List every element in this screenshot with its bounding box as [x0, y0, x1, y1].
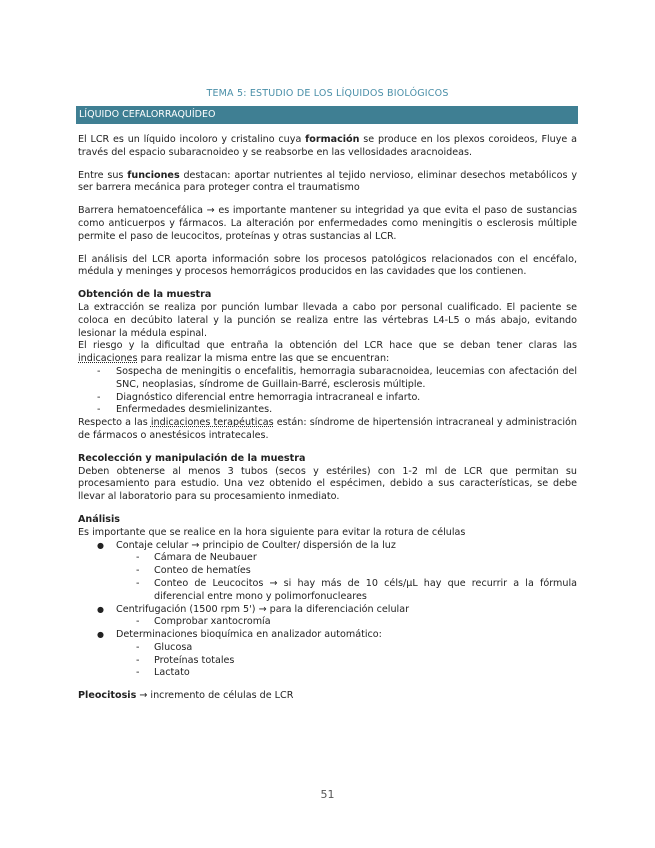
sub-item-text: Lactato: [154, 667, 190, 679]
text: Respecto a las: [78, 417, 151, 429]
sub-list-item: [78, 667, 577, 680]
heading-obtencion: Obtención de la muestra: [78, 289, 212, 301]
heading-analisis: Análisis: [78, 513, 121, 525]
list-item-text: Diagnóstico diferencial entre hemorragia intracraneal e infarto.: [116, 391, 421, 403]
dash-marker: -: [136, 565, 140, 577]
intro-paragraph-4: El análisis del LCR aporta información sobre los procesos patológicos relacionados con el encéfalo, médula y meninges y procesos hemorrágicos producidos en las cavidades que los contienen.: [78, 253, 577, 278]
text: para realizar la misma entre las que se encuentran:: [137, 353, 390, 365]
sub-item-text: Conteo de hematíes: [154, 565, 251, 577]
list-item-text: Centrifugación (1500 rpm 5') → para la diferenciación celular: [116, 603, 410, 615]
sub-list-item: [78, 578, 577, 604]
dash-marker: -: [97, 391, 101, 403]
list-item: [78, 540, 577, 604]
sub-list-item: [78, 552, 577, 565]
sub-item-text: Cámara de Neubauer: [154, 552, 257, 564]
bold-term: formación: [305, 134, 360, 145]
intro-paragraph-3: Barrera hematoencefálica → es importante mantener su integridad ya que evita el paso de sustancias como anticuerpos y fármacos. La alteración por enfermedades como meningitis o esclerosis múltiple permite el paso de leucocitos, proteínas y otras sustancias al LCR.: [78, 205, 577, 242]
text: El riesgo y la dificultad que entraña la obtención del LCR hace que se deban tener claras las: [78, 340, 577, 352]
text: → incremento de células de LCR: [136, 690, 294, 702]
intro-paragraph-2: [78, 170, 577, 196]
obtencion-paragraph-2: [78, 340, 577, 366]
underlined-term: indicaciones: [78, 353, 138, 365]
list-item: [78, 366, 577, 392]
indications-list: [78, 366, 577, 417]
page-number: 51: [320, 788, 335, 801]
analysis-list: [78, 540, 577, 681]
bullet-marker: ●: [97, 630, 104, 640]
text: están: síndrome de hipertensión intracraneal y administración de fármacos o anestésicos intratecales.: [78, 417, 577, 441]
list-item-text: Sospecha de meningitis o encefalitis, hemorragia subaracnoidea, leucemias con afectación del SNC, neoplasias, síndrome de Guillain-Barré, esclerosis múltiple.: [116, 365, 577, 390]
dash-marker: -: [97, 365, 101, 377]
topic-title: TEMA 5: ESTUDIO DE LOS LÍQUIDOS BIOLÓGICOS: [206, 88, 449, 99]
dash-marker: -: [97, 404, 101, 416]
bold-term: Pleocitosis: [78, 690, 137, 702]
heading-recoleccion: Recolección y manipulación de la muestra: [78, 452, 306, 464]
pleocitosis-definition: [78, 690, 577, 703]
obtencion-paragraph-3: [78, 417, 577, 443]
sub-list: [116, 552, 577, 603]
list-item: [78, 404, 577, 417]
sub-item-text: Glucosa: [154, 641, 193, 653]
sub-list-item: [78, 642, 577, 655]
list-item-text: Enfermedades desmielinizantes.: [116, 404, 273, 416]
text: se produce en los plexos coroideos, Fluye a través del espacio subaracnoideo y se reabsorbe en las vellosidades aracnoideas.: [78, 134, 577, 158]
list-item-text: Determinaciones bioquímica en analizador automático:: [116, 629, 382, 641]
list-item-text: Contaje celular → principio de Coulter/ dispersión de la luz: [116, 539, 396, 551]
section-title-bar: LÍQUIDO CEFALORRAQUÍDEO: [76, 106, 578, 124]
obtencion-paragraph-1: La extracción se realiza por punción lumbar llevada a cabo por personal cualificado. El paciente se coloca en decúbito lateral y la punción se realiza entre las vértebras L4-L5 o más abajo, evitando lesionar la médula espinal.: [78, 301, 577, 339]
bullet-marker: ●: [97, 540, 104, 550]
dash-marker: -: [136, 552, 140, 564]
bold-term: funciones: [127, 169, 180, 181]
sub-item-text: Comprobar xantocromía: [154, 616, 271, 628]
bullet-marker: ●: [97, 604, 104, 614]
list-item: [78, 392, 577, 405]
analisis-intro: Es importante que se realice en la hora siguiente para evitar la rotura de células: [78, 526, 466, 538]
text: Entre sus: [78, 169, 128, 181]
page-content: [78, 134, 577, 703]
dash-marker: -: [136, 654, 140, 666]
recoleccion-paragraph: Deben obtenerse al menos 3 tubos (secos y estériles) con 1-2 ml de LCR que permitan su procesamiento para estudio. Una vez obtenido el espécimen, debido a sus características, se debe llevar al laboratorio para su procesamiento inmediato.: [78, 465, 577, 503]
sub-list-item: [78, 565, 577, 578]
intro-paragraph-1: [78, 134, 577, 160]
sub-item-text: Proteínas totales: [154, 654, 235, 666]
sub-item-text: Conteo de Leucocitos → si hay más de 10 céls/μL hay que recurrir a la fórmula diferencial entre mono y polimorfonucleares: [154, 577, 577, 602]
dash-marker: -: [136, 577, 140, 589]
dash-marker: -: [136, 667, 140, 679]
sub-list: [116, 642, 577, 680]
text: El LCR es un líquido incoloro y cristalino cuya: [78, 134, 306, 145]
dash-marker: -: [136, 641, 140, 653]
sub-list: [116, 616, 577, 629]
text: destacan: aportar nutrientes al tejido nervioso, eliminar desechos metabólicos y ser barrera mecánica para proteger contra el traumatismo: [78, 169, 577, 194]
list-item: [78, 604, 577, 630]
underlined-term: indicaciones terapéuticas: [150, 417, 274, 429]
sub-list-item: [78, 655, 577, 668]
sub-list-item: [78, 616, 577, 629]
dash-marker: -: [136, 616, 140, 628]
list-item: [78, 629, 577, 680]
